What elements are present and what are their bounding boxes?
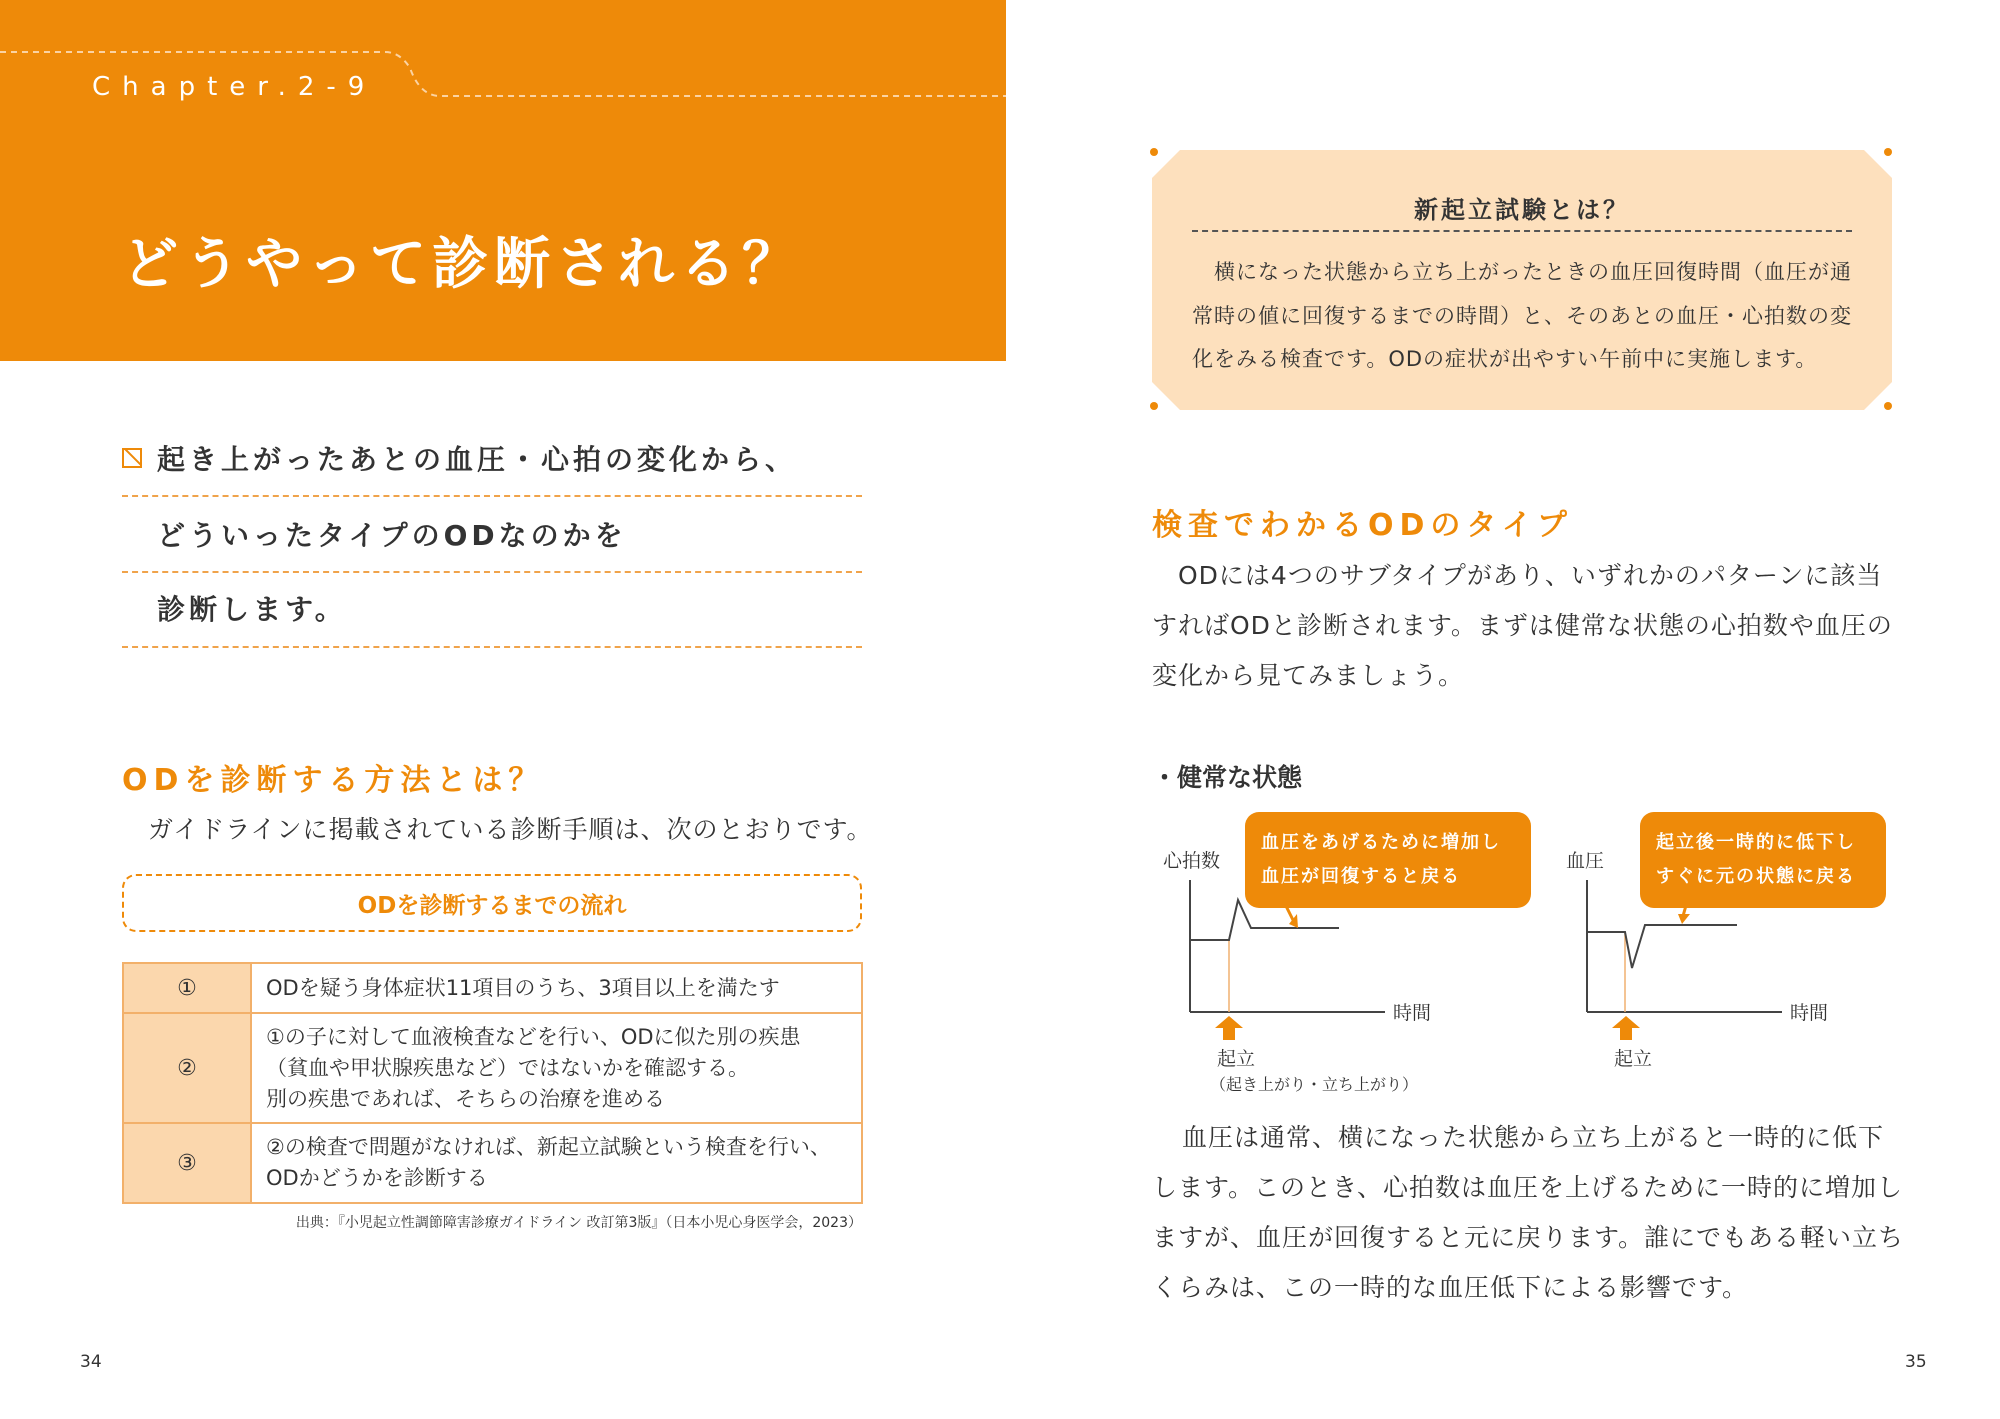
callout-line: 起立後一時的に低下し: [1656, 832, 1856, 853]
bp-graph-marker: 起立: [1614, 1048, 1653, 1070]
step-text: [251, 1123, 862, 1203]
info-box-line: 横になった状態から立ち上がったときの血圧回復時間（血圧が通: [1214, 260, 1852, 284]
explanation-line: くらみは、この一時的な血圧低下による影響です。: [1152, 1273, 1749, 1302]
table-row: [123, 1013, 862, 1123]
info-box-title: 新起立試験とは？: [1414, 196, 1630, 224]
source-citation: 出典：『小児起立性調節障害診療ガイドライン 改訂第3版』（日本小児心身医学会，2023）: [295, 1215, 862, 1231]
key-point-line: 起き上がったあとの血圧・心拍の変化から、: [157, 443, 798, 476]
up-arrow-icon: [1612, 1016, 1640, 1040]
key-point-divider: [122, 646, 862, 648]
step-number: ③: [123, 1123, 251, 1203]
bp-graph-x-label: 時間: [1790, 1002, 1829, 1024]
bp-graph-y-label: 血圧: [1566, 850, 1605, 872]
step-text-line: （貧血や甲状腺疾患など）ではないかを確認する。: [266, 1055, 749, 1080]
callout-line: 血圧をあげるために増加し: [1261, 832, 1501, 853]
heart-rate-graph: [1185, 880, 1385, 1030]
info-box-line: 化をみる検査です。ODの症状が出やすい午前中に実施します。: [1192, 347, 1818, 371]
step-text-line: 別の疾患であれば、そちらの治療を進める: [266, 1086, 665, 1111]
step-text: [251, 1013, 862, 1123]
types-paragraph-line: 変化から見てみましょう。: [1152, 661, 1465, 690]
section-heading-diagnosis: ODを診断する方法とは？: [122, 763, 545, 798]
table-row: [123, 1123, 862, 1203]
blood-pressure-graph: [1582, 880, 1782, 1030]
page-number-right: 35: [1905, 1352, 1927, 1372]
info-box-divider: [1192, 230, 1852, 232]
page-title: どうやって診断される？: [122, 232, 804, 297]
corner-dot: [1150, 148, 1158, 156]
heart-graph-marker: 起立: [1217, 1048, 1256, 1070]
key-point-line: どういったタイプのODなのかを: [157, 519, 627, 552]
step-number: ②: [123, 1013, 251, 1123]
corner-dot: [1884, 402, 1892, 410]
heart-graph-y-label: 心拍数: [1163, 850, 1221, 872]
explanation-line: します。このとき、心拍数は血圧を上げるために一時的に増加し: [1152, 1173, 1904, 1202]
subheading-healthy: ・健常な状態: [1152, 763, 1303, 792]
step-text: [251, 963, 862, 1013]
up-arrow-icon: [1215, 1016, 1243, 1040]
flow-title-box: ODを診断するまでの流れ: [122, 874, 862, 932]
step-number: ①: [123, 963, 251, 1013]
step-text-line: ODかどうかを診断する: [266, 1166, 488, 1190]
diagnosis-intro: ガイドラインに掲載されている診断手順は、次のとおりです。: [148, 815, 873, 844]
key-point-divider: [122, 571, 862, 573]
corner-dot: [1150, 402, 1158, 410]
key-point-divider: [122, 495, 862, 497]
corner-dot: [1884, 148, 1892, 156]
heart-graph-marker-note: （起き上がり・立ち上がり）: [1210, 1075, 1419, 1094]
explanation-line: ますが、血圧が回復すると元に戻ります。誰にでもある軽い立ち: [1152, 1223, 1905, 1252]
heart-graph-x-label: 時間: [1393, 1002, 1432, 1024]
callout-line: 血圧が回復すると戻る: [1261, 866, 1461, 887]
types-paragraph-line: ODには4つのサブタイプがあり、いずれかのパターンに該当: [1178, 561, 1883, 590]
step-text-line: ②の検査で問題がなければ、新起立試験という検査を行い、: [266, 1135, 831, 1159]
page-number-left: 34: [80, 1352, 102, 1372]
header-dashed-line: [0, 0, 1006, 120]
chapter-label: Chapter.2-9: [92, 72, 377, 102]
info-box-line: 常時の値に回復するまでの時間）と、そのあとの血圧・心拍数の変: [1192, 304, 1852, 328]
diagnosis-steps-table: [122, 962, 863, 1204]
explanation-line: 血圧は通常、横になった状態から立ち上がると一時的に低下: [1182, 1123, 1885, 1152]
step-text-line: ODを疑う身体症状11項目のうち、3項目以上を満たす: [266, 975, 780, 1000]
types-paragraph-line: すればODと診断されます。まずは健常な状態の心拍数や血圧の: [1152, 611, 1893, 640]
table-row: [123, 963, 862, 1013]
step-text-line: ①の子に対して血液検査などを行い、ODに似た別の疾患: [266, 1024, 801, 1049]
section-heading-types: 検査でわかるODのタイプ: [1152, 508, 1573, 543]
key-point-line: 診断します。: [157, 593, 347, 626]
checkbox-icon: [122, 448, 142, 468]
callout-line: すぐに元の状態に戻る: [1656, 866, 1856, 887]
